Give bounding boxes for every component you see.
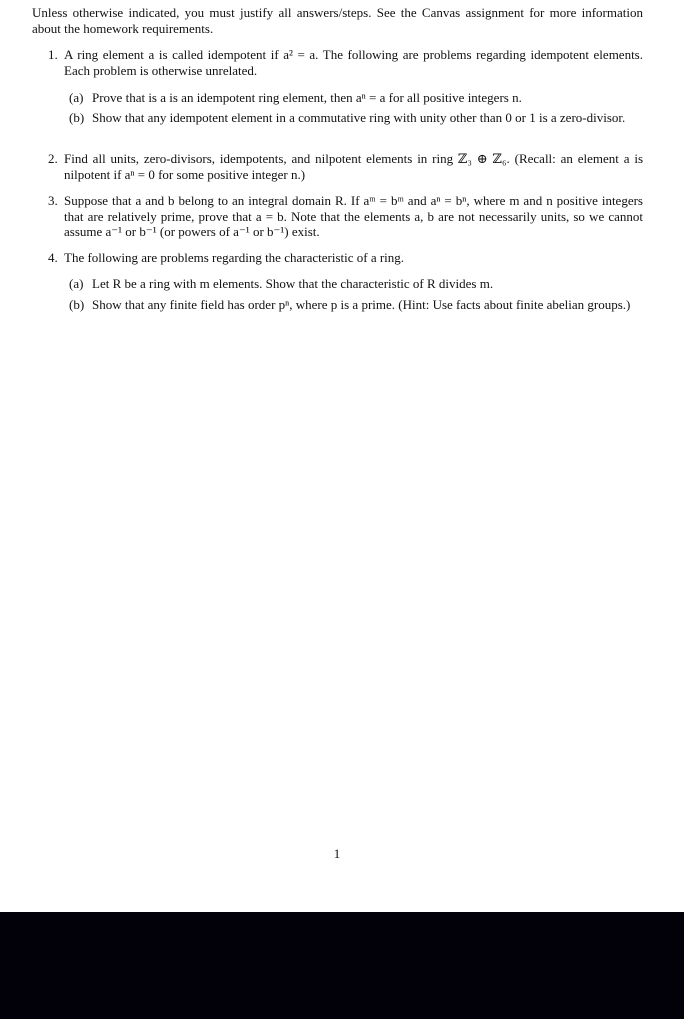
problem-text: The following are problems regarding the characteristic of a ring. bbox=[64, 250, 405, 265]
problem-number: 1. bbox=[48, 47, 58, 62]
problem-number: 4. bbox=[48, 250, 58, 265]
problem-3 bbox=[48, 193, 643, 240]
problem-1a bbox=[69, 90, 643, 106]
problem-4a bbox=[69, 276, 643, 292]
problem-4b bbox=[69, 297, 643, 313]
part-label: (a) bbox=[69, 276, 84, 291]
part-text: Let R be a ring with m elements. Show that the characteristic of R divides m. bbox=[92, 276, 494, 291]
problem-number: 3. bbox=[48, 193, 58, 208]
intro-paragraph: Unless otherwise indicated, you must justify all answers/steps. See the Canvas assignment for more information about the homework requirements. bbox=[32, 5, 643, 36]
problem-1b bbox=[69, 110, 643, 126]
page-number: 1 bbox=[333, 846, 341, 861]
problem-2 bbox=[48, 151, 643, 182]
part-label: (b) bbox=[69, 110, 85, 125]
part-label: (b) bbox=[69, 297, 85, 312]
problem-text: Find all units, zero-divisors, idempotents, and nilpotent elements in ring ℤ₃ ⊕ ℤ₆. (Recall: an element a is nilpotent if aⁿ = 0 for some positive integer n.) bbox=[64, 151, 643, 182]
part-label: (a) bbox=[69, 90, 84, 105]
problem-4 bbox=[48, 250, 643, 266]
problem-number: 2. bbox=[48, 151, 58, 166]
problem-text: Suppose that a and b belong to an integral domain R. If aᵐ = bᵐ and aⁿ = bⁿ, where m and n positive integers that are relatively prime, prove that a = b. Note that the elements a, b are not necessarily units, so we cannot assume a⁻¹ or b⁻¹ (or powers of a⁻¹ or b⁻¹) exist. bbox=[64, 193, 643, 239]
problem-1 bbox=[48, 47, 643, 78]
problem-text: A ring element a is called idempotent if a² = a. The following are problems regarding idempotent elements. Each problem is otherwise unrelated. bbox=[64, 47, 643, 78]
part-text: Show that any idempotent element in a commutative ring with unity other than 0 or 1 is a zero-divisor. bbox=[92, 110, 626, 125]
black-bottom-area bbox=[0, 912, 684, 1019]
part-text: Show that any finite field has order pⁿ, where p is a prime. (Hint: Use facts about finite abelian groups.) bbox=[92, 297, 631, 312]
part-text: Prove that is a is an idempotent ring element, then aⁿ = a for all positive integers n. bbox=[92, 90, 522, 105]
